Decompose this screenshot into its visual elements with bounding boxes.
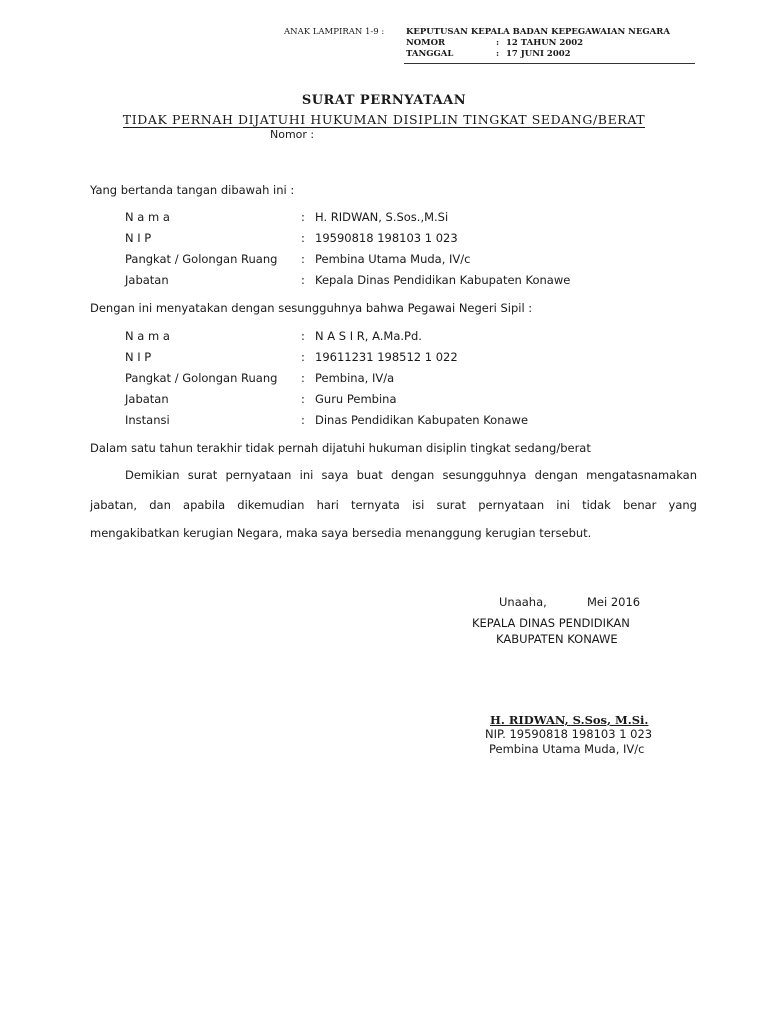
signatory-name: H. RIDWAN, S.Sos, M.Si.: [490, 713, 649, 727]
decree-number-colon: :: [496, 38, 500, 48]
signatory-rank: Pembina Utama Muda, IV/c: [489, 742, 645, 756]
closing-line: mengakibatkan kerugian Negara, maka saya bersedia menanggung kerugian tersebut.: [90, 526, 592, 540]
closing-line: jabatan, dan apabila dikemudian hari ternyata isi surat pernyataan ini tidak benar yang: [90, 498, 697, 512]
employee-agency-label: Instansi: [125, 413, 170, 427]
field-colon: :: [301, 413, 305, 427]
decree-number-label: NOMOR: [406, 38, 446, 48]
header-divider: [404, 63, 695, 64]
signer-position-label: Jabatan: [125, 273, 169, 287]
signer-name-value: H. RIDWAN, S.Sos.,M.Si: [315, 210, 449, 224]
signatory-nip: NIP. 19590818 198103 1 023: [485, 727, 653, 741]
attachment-label: ANAK LAMPIRAN 1-9 :: [284, 27, 385, 37]
letter-number: Nomor :: [270, 128, 315, 141]
decree-title: KEPUTUSAN KEPALA BADAN KEPEGAWAIAN NEGARA: [406, 27, 670, 37]
closing-line: Demikian surat pernyataan ini saya buat dengan sesungguhnya dengan mengatasnamakan: [125, 468, 697, 482]
signature-place: Unaaha,: [499, 595, 547, 609]
signature-office: KEPALA DINAS PENDIDIKAN: [472, 616, 630, 630]
field-colon: :: [301, 252, 305, 266]
declaration-text: Dengan ini menyatakan dengan sesungguhnya bahwa Pegawai Negeri Sipil :: [90, 301, 533, 315]
signer-nip-value: 19590818 198103 1 023: [315, 231, 458, 245]
employee-name-label: N a m a: [125, 329, 170, 343]
decree-date-value: 17 JUNI 2002: [506, 49, 571, 59]
signer-nip-label: N I P: [125, 231, 152, 245]
decree-number-value: 12 TAHUN 2002: [506, 38, 584, 48]
field-colon: :: [301, 231, 305, 245]
signature-office: KABUPATEN KONAWE: [496, 632, 618, 646]
document-subtitle-text: TIDAK PERNAH DIJATUHI HUKUMAN DISIPLIN TINGKAT SEDANG/BERAT: [122, 112, 646, 127]
employee-position-value: Guru Pembina: [315, 392, 397, 406]
statement-text: Dalam satu tahun terakhir tidak pernah dijatuhi hukuman disiplin tingkat sedang/berat: [90, 441, 591, 455]
employee-rank-label: Pangkat / Golongan Ruang: [125, 371, 278, 385]
decree-date-colon: :: [496, 49, 500, 59]
document-title: SURAT PERNYATAAN: [301, 93, 467, 108]
intro-text: Yang bertanda tangan dibawah ini :: [90, 183, 295, 197]
field-colon: :: [301, 392, 305, 406]
decree-date-label: TANGGAL: [406, 49, 454, 59]
signer-position-value: Kepala Dinas Pendidikan Kabupaten Konawe: [315, 273, 571, 287]
decree-number-row: [406, 38, 670, 49]
signer-rank-label: Pangkat / Golongan Ruang: [125, 252, 278, 266]
employee-nip-value: 19611231 198512 1 022: [315, 350, 458, 364]
document-subtitle: [0, 112, 768, 127]
field-colon: :: [301, 350, 305, 364]
employee-position-label: Jabatan: [125, 392, 169, 406]
field-colon: :: [301, 329, 305, 343]
employee-rank-value: Pembina, IV/a: [315, 371, 395, 385]
employee-name-value: N A S I R, A.Ma.Pd.: [315, 329, 422, 343]
field-colon: :: [301, 273, 305, 287]
employee-agency-value: Dinas Pendidikan Kabupaten Konawe: [315, 413, 529, 427]
signer-name-label: N a m a: [125, 210, 170, 224]
decree-title-row: [406, 27, 670, 38]
field-colon: :: [301, 210, 305, 224]
signer-rank-value: Pembina Utama Muda, IV/c: [315, 252, 471, 266]
decree-date-row: [406, 49, 670, 60]
signature-date: Mei 2016: [587, 595, 641, 609]
employee-nip-label: N I P: [125, 350, 152, 364]
decree-reference: [406, 27, 670, 60]
field-colon: :: [301, 371, 305, 385]
